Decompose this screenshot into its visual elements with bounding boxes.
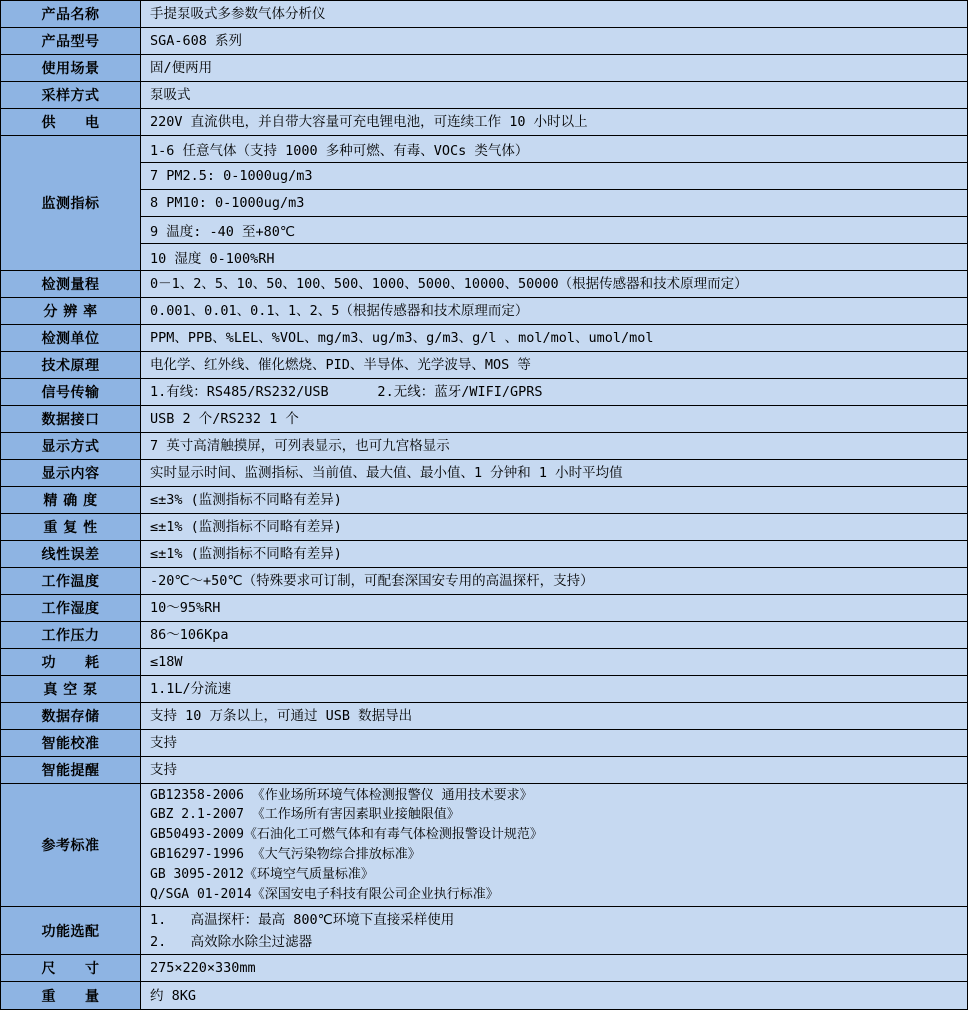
spec-value: 支持 [150,735,177,751]
spec-value: 1.1L/分流速 [150,681,232,697]
spec-row-product-name [1,1,967,28]
spec-label: 数据接口 [1,406,141,432]
spec-label: 供 电 [1,109,141,135]
spec-value: 实时显示时间、监测指标、当前值、最大值、最小值、1 分钟和 1 小时平均值 [150,465,623,481]
spec-value: ≤18W [150,654,183,670]
spec-value: 275×220×330mm [150,960,256,976]
spec-value: 手提泵吸式多参数气体分析仪 [150,6,326,22]
spec-label: 产品名称 [1,1,141,27]
spec-row-weight [1,982,967,1009]
spec-row-data-storage [1,703,967,730]
spec-value: 约 8KG [150,987,197,1004]
spec-row-reference-standards [1,784,967,907]
spec-row-sampling [1,82,967,109]
monitor-indicator-item: 10 湿度 0-100%RH [150,251,275,267]
monitor-indicator-list [141,136,967,270]
spec-label: 重 量 [1,982,141,1009]
spec-value: ≤±3% (监测指标不同略有差异) [150,492,342,508]
spec-label: 智能校准 [1,730,141,756]
spec-value: 0－1、2、5、10、50、100、500、1000、5000、10000、50000（根据传感器和技术原理而定） [150,276,748,292]
spec-row-detection-range [1,271,967,298]
spec-row-display-content [1,460,967,487]
spec-value: ≤±1% (监测指标不同略有差异) [150,546,342,562]
spec-row-power-supply [1,109,967,136]
spec-row-tech-principle [1,352,967,379]
option-item: 2. 高效除水除尘过滤器 [150,933,313,950]
spec-label: 监测指标 [1,136,141,270]
spec-label: 线性误差 [1,541,141,567]
spec-label: 显示方式 [1,433,141,459]
spec-row-working-humidity [1,595,967,622]
spec-row-optional-features [1,907,967,955]
spec-label: 分 辨 率 [1,298,141,324]
options-list [141,907,967,954]
spec-label: 精 确 度 [1,487,141,513]
spec-row-smart-reminder [1,757,967,784]
spec-row-monitor-indicators [1,136,967,271]
spec-label: 产品型号 [1,28,141,54]
monitor-indicator-item: 9 温度: -40 至+80℃ [141,217,967,244]
spec-label: 使用场景 [1,55,141,81]
spec-value: 支持 [150,762,177,778]
spec-label: 参考标准 [1,784,141,906]
spec-row-vacuum-pump [1,676,967,703]
spec-value: 86～106Kpa [150,627,229,643]
spec-value: 7 英寸高清触摸屏，可列表显示，也可九宫格显示 [150,438,450,454]
spec-value: 220V 直流供电，并自带大容量可充电锂电池，可连续工作 10 小时以上 [150,114,588,130]
spec-row-smart-calibration [1,730,967,757]
spec-label: 工作温度 [1,568,141,594]
monitor-indicator-item: 1-6 任意气体（支持 1000 多种可燃、有毒、VOCs 类气体） [141,136,967,163]
spec-label: 工作压力 [1,622,141,648]
spec-value: 0.001、0.01、0.1、1、2、5（根据传感器和技术原理而定） [150,303,529,319]
spec-value: PPM、PPB、%LEL、%VOL、mg/m3、ug/m3、g/m3、g/l 、mol/mol、umol/mol [150,330,654,346]
spec-row-detection-unit [1,325,967,352]
spec-label: 工作湿度 [1,595,141,621]
spec-value: 10～95%RH [150,600,221,616]
monitor-indicator-item: 8 PM10: 0-1000ug/m3 [141,190,967,217]
standard-item: GB50493-2009《石油化工可燃气体和有毒气体检测报警设计规范》 [150,827,543,843]
spec-label: 检测量程 [1,271,141,297]
spec-row-dimensions [1,955,967,982]
spec-label: 尺 寸 [1,955,141,981]
spec-label: 数据存储 [1,703,141,729]
spec-row-usage-scene [1,55,967,82]
spec-row-data-interface [1,406,967,433]
standard-item: GB16297-1996 《大气污染物综合排放标准》 [150,847,421,862]
standard-item: GB 3095-2012《环境空气质量标准》 [150,866,374,882]
spec-value: 电化学、红外线、催化燃烧、PID、半导体、光学波导、MOS 等 [150,357,531,373]
spec-label: 显示内容 [1,460,141,486]
spec-row-signal-transmission [1,379,967,406]
spec-label: 重 复 性 [1,514,141,540]
spec-label: 技术原理 [1,352,141,378]
spec-value: SGA-608 系列 [150,33,243,49]
monitor-indicator-item: 7 PM2.5: 0-1000ug/m3 [141,163,967,190]
spec-value: 固/便两用 [150,60,213,76]
spec-row-linearity-error [1,541,967,568]
spec-value: ≤±1% (监测指标不同略有差异) [150,519,342,535]
spec-value: -20℃～+50℃（特殊要求可订制，可配套深国安专用的高温探杆，支持） [150,573,594,589]
spec-row-working-pressure [1,622,967,649]
standard-item: Q/SGA 01-2014《深国安电子科技有限公司企业执行标准》 [150,886,499,902]
standards-list [141,784,967,906]
spec-row-repeatability [1,514,967,541]
spec-row-model [1,28,967,55]
spec-value: 泵吸式 [150,87,191,103]
spec-label: 信号传输 [1,379,141,405]
spec-value: 1.有线：RS485/RS232/USB 2.无线：蓝牙/WIFI/GPRS [150,384,543,400]
spec-row-working-temperature [1,568,967,595]
spec-label: 功能选配 [1,907,141,954]
option-item: 1. 高温探杆：最高 800℃环境下直接采样使用 [150,911,455,928]
spec-label: 检测单位 [1,325,141,351]
spec-value: 支持 10 万条以上，可通过 USB 数据导出 [150,708,413,724]
spec-label: 采样方式 [1,82,141,108]
spec-value: USB 2 个/RS232 1 个 [150,411,299,427]
spec-label: 真 空 泵 [1,676,141,702]
spec-row-display-mode [1,433,967,460]
spec-label: 功 耗 [1,649,141,675]
standard-item: GBZ 2.1-2007 《工作场所有害因素职业接触限值》 [150,807,460,823]
spec-row-power-consumption [1,649,967,676]
spec-label: 智能提醒 [1,757,141,783]
spec-row-resolution [1,298,967,325]
spec-row-accuracy [1,487,967,514]
standard-item: GB12358-2006 《作业场所环境气体检测报警仪 通用技术要求》 [150,787,533,803]
